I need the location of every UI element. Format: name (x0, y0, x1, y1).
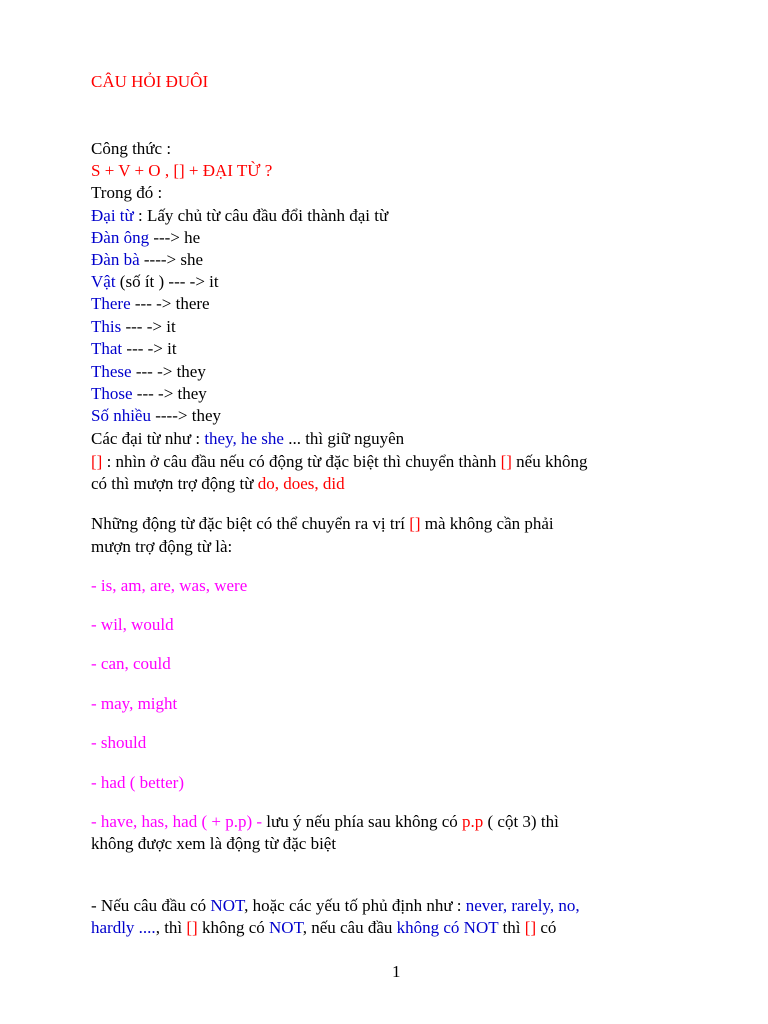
not-keyword: NOT (210, 896, 245, 915)
special-verb-item: - is, am, are, was, were (91, 576, 248, 595)
where-label: Trong đó : (91, 183, 163, 202)
pronoun-definition (91, 206, 388, 226)
past-participle: p.p (462, 812, 484, 831)
mapping-item (91, 339, 177, 359)
mapping-term: Đàn bà (91, 250, 140, 269)
negation-text: thì (498, 918, 525, 937)
mapping-text: --- -> they (131, 362, 206, 381)
bracket-symbol: [] (91, 452, 103, 471)
mapping-text: --- -> there (130, 294, 210, 313)
mapping-text: ----> she (139, 250, 204, 269)
mapping-text: (số ít ) --- -> it (115, 272, 219, 291)
keep-post: ... thì giữ nguyên (283, 429, 405, 448)
bracket-text: : nhìn ở câu đầu nếu có động từ đặc biệt thì chuyển thành (102, 452, 501, 471)
mapping-item (91, 272, 219, 292)
negation-text: có (536, 918, 557, 937)
negation-rule-line-2 (91, 918, 556, 938)
mapping-term: Vật (91, 272, 116, 291)
keep-pronouns-line (91, 429, 404, 449)
negation-text: không có (197, 918, 270, 937)
bracket-symbol: [] (409, 514, 421, 533)
keep-pre: Các đại từ như : (91, 429, 205, 448)
special-verb-item: - may, might (91, 694, 178, 713)
have-text: ( cột 3) thì (483, 812, 559, 831)
negation-text: - Nếu câu đầu có (91, 896, 211, 915)
formula: S + V + O , [] + ĐẠI TỪ ? (91, 161, 273, 180)
special-verb-item: - had ( better) (91, 773, 184, 792)
document-title: CÂU HỎI ĐUÔI (91, 72, 209, 91)
negation-text: , thì (155, 918, 187, 937)
not-keyword: NOT (269, 918, 303, 937)
bracket-symbol: [] (500, 452, 512, 471)
mapping-item (91, 406, 221, 426)
mapping-text: --- -> it (121, 317, 176, 336)
intro-text: Những động từ đặc biệt có thể chuyển ra vị trí (91, 514, 410, 533)
mapping-text: --- -> it (122, 339, 177, 358)
mapping-term: These (91, 362, 132, 381)
mapping-item (91, 384, 207, 404)
negation-text: , hoặc các yếu tố phủ định như : (244, 896, 466, 915)
mapping-term: Số nhiều (91, 406, 151, 425)
negative-words: hardly .... (91, 918, 156, 937)
bracket-rule-line-1 (91, 452, 587, 472)
pronoun-term: Đại từ (91, 206, 134, 225)
negative-words: never, rarely, no, (465, 896, 580, 915)
mapping-item (91, 250, 203, 270)
special-verb-item: - wil, would (91, 615, 174, 634)
bracket-rule-line-2 (91, 474, 345, 494)
bracket-symbol: [] (186, 918, 198, 937)
mapping-term: Đàn ông (91, 228, 150, 247)
special-verb-item: - can, could (91, 654, 171, 673)
mapping-item (91, 317, 176, 337)
not-phrase: không có NOT (396, 918, 499, 937)
page-number: 1 (392, 962, 401, 981)
mapping-term: This (91, 317, 122, 336)
have-rule-line-1 (91, 812, 559, 832)
special-verbs-intro-line-2: mượn trợ động từ là: (91, 537, 233, 556)
bracket-text: có thì mượn trợ động từ (91, 474, 258, 493)
bracket-text: nếu không (511, 452, 588, 471)
have-verbs: - have, has, had ( + p.p) - (91, 812, 263, 831)
mapping-term: That (91, 339, 123, 358)
mapping-text: --- -> they (132, 384, 207, 403)
mapping-item (91, 228, 200, 248)
negation-rule-line-1 (91, 896, 580, 916)
have-text: lưu ý nếu phía sau không có (262, 812, 462, 831)
bracket-symbol: [] (524, 918, 537, 937)
mapping-item (91, 362, 206, 382)
special-verbs-intro-line-1 (91, 514, 554, 534)
special-verb-item: - should (91, 733, 147, 752)
keep-highlight: they, he she (204, 429, 284, 448)
formula-label: Công thức : (91, 139, 172, 158)
mapping-text: ----> they (150, 406, 221, 425)
intro-text: mà không cần phải (420, 514, 554, 533)
mapping-item (91, 294, 210, 314)
mapping-text: ---> he (149, 228, 201, 247)
negation-text: , nếu câu đầu (302, 918, 397, 937)
mapping-term: There (91, 294, 131, 313)
pronoun-text: : Lấy chủ từ câu đầu đổi thành đại từ (133, 206, 389, 225)
have-rule-line-2: không được xem là động từ đặc biệt (91, 834, 337, 853)
mapping-term: Those (91, 384, 133, 403)
auxiliary-verbs: do, does, did (257, 474, 345, 493)
